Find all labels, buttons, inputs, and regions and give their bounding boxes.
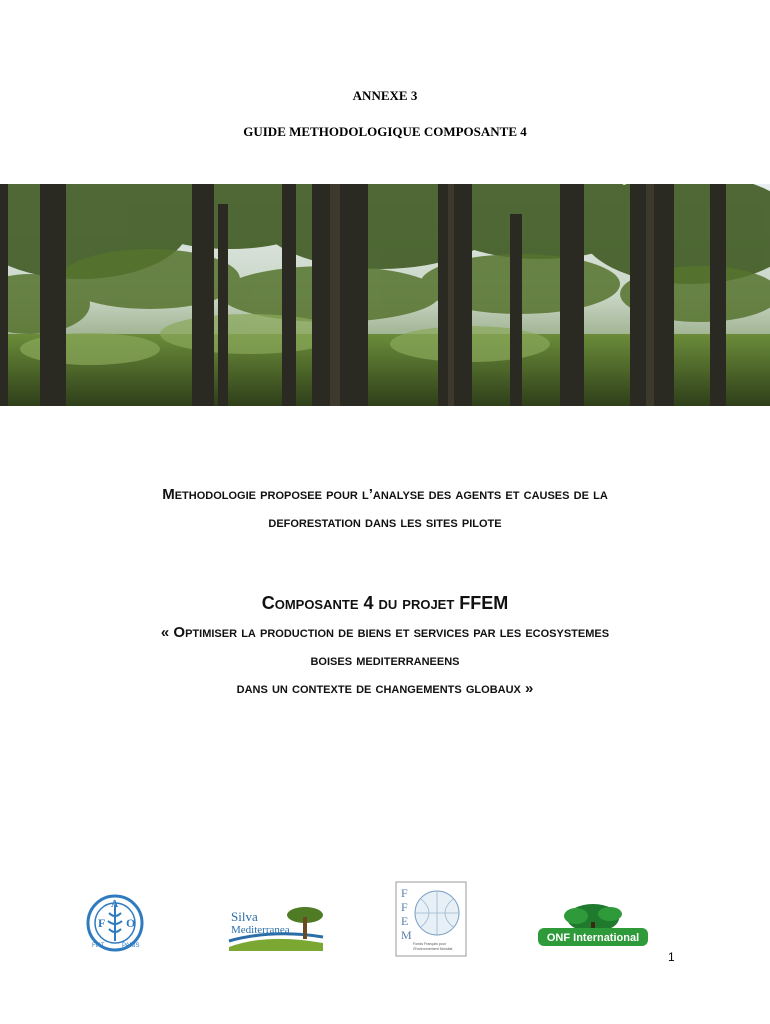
silva-mediterranea-logo [227, 903, 325, 953]
svg-text:A: A [111, 899, 119, 910]
project-quote-line-3: dans un contexte de changements globaux » [236, 680, 534, 697]
svg-text:Mediterranea: Mediterranea [231, 924, 290, 936]
page-number: 1 [668, 950, 675, 964]
ffem-logo [395, 881, 467, 957]
forest-photo [0, 184, 770, 406]
component-heading: Composante 4 du projet FFEM [261, 593, 509, 613]
svg-text:F: F [401, 900, 408, 914]
svg-text:Silva: Silva [231, 909, 258, 924]
project-quote-line-1: « Optimiser la production de biens et services par les ecosystemes [160, 624, 610, 641]
svg-text:F: F [401, 886, 408, 900]
fao-logo [80, 893, 150, 953]
onf-international-logo [536, 902, 650, 952]
svg-text:FIAT: FIAT [92, 943, 105, 949]
guide-title: GUIDE METHODOLOGIQUE COMPOSANTE 4 [243, 124, 527, 139]
main-title-line-1: Methodologie proposee pour l’analyse des agents et causes de la [162, 486, 608, 503]
svg-text:l'Environnement Mondial: l'Environnement Mondial [413, 947, 453, 951]
main-title-line-2: deforestation dans les sites pilote [268, 514, 502, 531]
svg-text:M: M [401, 928, 412, 942]
svg-text:O: O [126, 916, 136, 930]
svg-text:Fonds Français pour: Fonds Français pour [413, 942, 446, 946]
svg-text:F: F [98, 916, 106, 930]
svg-text:ONF International: ONF International [546, 932, 640, 944]
svg-text:PANIS: PANIS [122, 943, 140, 949]
project-quote-line-2: boises mediterraneens [310, 652, 460, 669]
svg-text:E: E [401, 914, 409, 928]
annex-label: ANNEXE 3 [352, 88, 418, 103]
